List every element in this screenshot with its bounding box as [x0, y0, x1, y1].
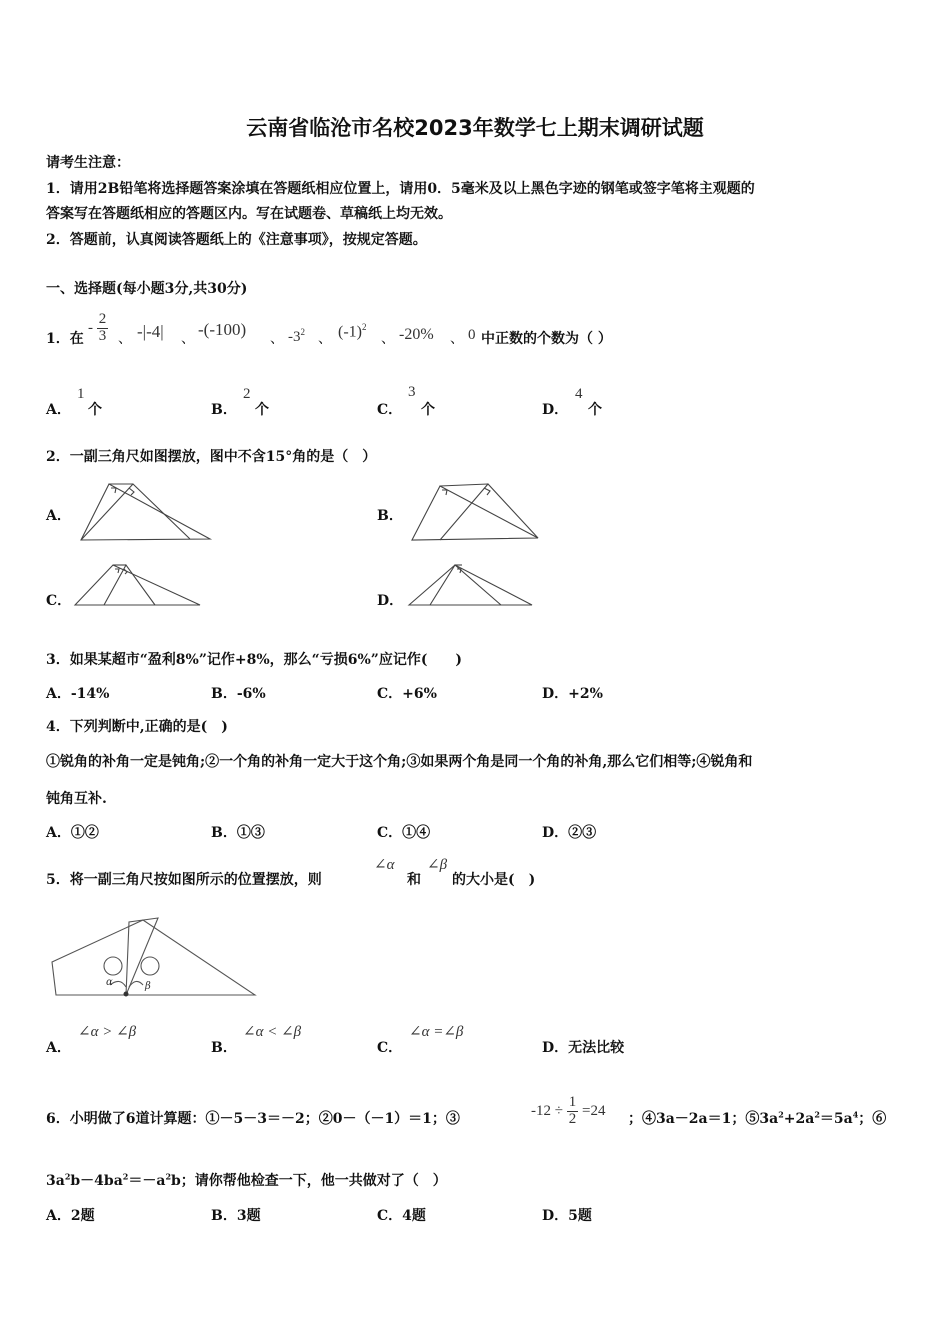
q1-sep-6: 、 [450, 331, 464, 347]
q4-option-d-text: ②③ [568, 825, 597, 841]
q6-line-1b-p3: ＝5a [819, 1111, 853, 1127]
q1-e4-base: -3 [288, 329, 301, 345]
notice-line-1b: 答案写在答题纸相应的答题区内。写在试题卷、草稿纸上均无效。 [46, 206, 452, 222]
q6-line-1b-p4: ；⑥ [858, 1111, 887, 1127]
q6-line-1b-s3: 4 [852, 1109, 859, 1120]
q2-figure-d [406, 561, 536, 609]
q1-option-a-unit: 个 [88, 402, 102, 418]
section-heading: 一、选择题(每小题3分,共30分) [46, 281, 248, 297]
q5-option-d[interactable] [542, 1037, 624, 1057]
q1-e5-base: (-1) [338, 323, 362, 341]
q6-option-a-text: 2题 [70, 1208, 95, 1224]
q4-option-a[interactable] [46, 822, 99, 842]
q2-stem: 2．一副三角尺如图摆放，图中不含15°角的是（ ） [46, 449, 377, 465]
q6-line-1a: 6．小明做了6道计算题：①－5－3＝－2；②0－（－1）＝1；③ [46, 1111, 460, 1127]
q6-line-2-s2: 2 [122, 1171, 129, 1182]
q3-option-c-text: +6% [402, 686, 437, 702]
q6-expression [531, 1095, 605, 1128]
q4-option-c[interactable] [377, 822, 430, 842]
q3-option-d-text: +2% [568, 686, 603, 702]
q1-expr-neg1sq [338, 322, 366, 341]
q5-option-c-text: ∠α =∠β [409, 1024, 464, 1040]
q4-stem: 4．下列判断中,正确的是( ) [46, 719, 228, 735]
page-title: 云南省临沧市名校2023年数学七上期末调研试题 [246, 116, 704, 140]
q6-line-1b [628, 1108, 886, 1128]
q1-sep-4: 、 [318, 331, 332, 347]
q5-suffix: 的大小是( ) [452, 872, 536, 888]
q6-option-c-text: 4题 [402, 1208, 426, 1224]
q6-option-c[interactable] [377, 1205, 426, 1225]
q5-option-b-label: B． [211, 1040, 237, 1056]
q6-option-b[interactable] [211, 1205, 261, 1225]
q5-prefix: 5．将一副三角尺按如图所示的位置摆放，则 [46, 872, 322, 888]
q4-option-d-label: D． [542, 825, 569, 841]
q5-option-a-label: A． [46, 1040, 71, 1056]
q6-line-1b-p2: +2a [783, 1111, 815, 1127]
q4-body-line-1: ①锐角的补角一定是钝角;②一个角的补角一定大于这个角;③如果两个角是同一个角的补角,那么它们相等;④锐角和 [46, 754, 753, 770]
q6-option-c-label: C． [377, 1208, 403, 1224]
q4-body-line-2: 钝角互补. [46, 791, 107, 807]
q3-option-d[interactable] [542, 683, 603, 703]
q1-option-d-num: 4 [575, 386, 583, 402]
q6-expr-left: -12 ÷ [531, 1102, 563, 1119]
q5-figure-alpha-label: α [106, 977, 113, 988]
q4-option-a-label: A． [46, 825, 71, 841]
q3-option-a-text: -14% [70, 686, 110, 702]
q5-option-b-text: ∠α < ∠β [243, 1024, 302, 1040]
q1-option-b-label: B． [211, 402, 237, 418]
q2-option-c-label[interactable]: C． [46, 593, 72, 609]
q1-option-b-num: 2 [243, 386, 251, 402]
q6-line-2-s3: 2 [165, 1171, 172, 1182]
q1-option-c-num: 3 [408, 384, 416, 400]
q1-frac-den: 3 [98, 327, 107, 344]
q2-option-d-label[interactable]: D． [377, 593, 404, 609]
q2-figure-c [72, 561, 202, 609]
q3-option-b-label: B． [211, 686, 237, 702]
notice-line-1a: 1．请用2B铅笔将选择题答案涂填在答题纸相应位置上，请用0．5毫米及以上黑色字迹的钢笔或签字笔将主观题的 [46, 181, 755, 197]
q4-option-c-text: ①④ [402, 825, 431, 841]
q1-neg-sign: - [88, 319, 93, 336]
q6-option-a-label: A． [46, 1208, 71, 1224]
q1-expr-neg100: -(-100) [198, 320, 247, 339]
q1-expr-neg20pct: -20% [399, 326, 434, 343]
q4-option-a-text: ①② [70, 825, 99, 841]
q6-line-2 [46, 1170, 447, 1190]
q6-line-2-p4: b；请你帮他检查一下，他一共做对了（ ） [171, 1173, 447, 1189]
q1-option-d-label: D． [542, 402, 569, 418]
q1-expr-zero: 0 [468, 327, 476, 343]
q6-line-1b-s2: 2 [814, 1109, 820, 1120]
q1-sep-3: 、 [270, 331, 284, 347]
q3-option-c[interactable] [377, 683, 437, 703]
q6-option-d[interactable] [542, 1205, 592, 1225]
q6-option-a[interactable] [46, 1205, 95, 1225]
q1-frac-num: 2 [98, 311, 107, 327]
q6-option-b-text: 3题 [236, 1208, 261, 1224]
q1-suffix: 中正数的个数为（ ） [481, 331, 612, 347]
q4-option-d[interactable] [542, 822, 596, 842]
q6-line-1b-s1: 2 [778, 1109, 784, 1120]
q2-figure-b [410, 480, 540, 544]
q6-option-b-label: B． [211, 1208, 237, 1224]
q1-sep-1: 、 [118, 331, 132, 347]
q1-sep-5: 、 [381, 331, 395, 347]
q6-option-d-label: D． [542, 1208, 569, 1224]
q5-option-d-label: D． [542, 1040, 569, 1056]
q6-line-2-s1: 2 [64, 1171, 71, 1182]
q6-line-1b-p1: ；④3a－2a＝1；⑤3a [628, 1111, 779, 1127]
q1-fraction [88, 312, 108, 345]
q6-line-2-p3: ＝－a [128, 1173, 166, 1189]
q2-option-a-label[interactable]: A． [46, 508, 71, 524]
q5-option-d-text: 无法比较 [568, 1040, 625, 1056]
q4-option-b-text: ①③ [236, 825, 265, 841]
q1-expr-neg3sq [288, 327, 305, 346]
q3-option-a[interactable] [46, 683, 109, 703]
q1-option-c-unit: 个 [421, 402, 435, 418]
q6-option-d-text: 5题 [568, 1208, 592, 1224]
q1-option-b-unit: 个 [255, 402, 269, 418]
q3-option-d-label: D． [542, 686, 569, 702]
q1-expr-abs: -|-4| [137, 322, 164, 341]
q6-frac-num: 1 [568, 1094, 577, 1110]
q3-option-b[interactable] [211, 683, 266, 703]
q5-alpha-symbol: ∠α [374, 857, 395, 873]
q3-option-a-label: A． [46, 686, 71, 702]
q5-option-a-text: ∠α > ∠β [78, 1024, 137, 1040]
q6-expr-right: =24 [581, 1102, 606, 1119]
q6-line-2-p2: b－4ba [70, 1173, 123, 1189]
q1-prefix: 1．在 [46, 331, 84, 347]
notice-line-2: 2．答题前，认真阅读答题纸上的《注意事项》，按规定答题。 [46, 232, 427, 248]
q1-option-d-unit: 个 [588, 402, 602, 418]
q1-option-c-label: C． [377, 402, 403, 418]
q4-option-b-label: B． [211, 825, 237, 841]
q4-option-c-label: C． [377, 825, 403, 841]
q3-option-c-label: C． [377, 686, 403, 702]
q3-option-b-text: -6% [236, 686, 266, 702]
notice-heading: 请考生注意： [46, 155, 130, 171]
q6-line-2-p1: 3a [46, 1173, 65, 1189]
q5-and: 和 [407, 872, 421, 888]
q5-figure-beta-label: β [145, 981, 151, 992]
q2-option-b-label[interactable]: B． [377, 508, 403, 524]
q4-option-b[interactable] [211, 822, 265, 842]
q2-figure-a [78, 480, 213, 544]
q1-sep-2: 、 [181, 331, 195, 347]
q5-figure [50, 915, 260, 1000]
q1-e5-sup: 2 [361, 322, 367, 332]
q1-option-a-num: 1 [77, 386, 85, 402]
q1-option-a-label: A． [46, 402, 71, 418]
q3-stem: 3．如果某超市“盈利8%”记作+8%，那么“亏损6%”应记作( ) [46, 652, 463, 668]
q1-e4-sup: 2 [300, 327, 305, 337]
q5-beta-symbol: ∠β [427, 857, 448, 873]
q5-option-c-label: C． [377, 1040, 403, 1056]
q6-frac-den: 2 [568, 1110, 577, 1127]
